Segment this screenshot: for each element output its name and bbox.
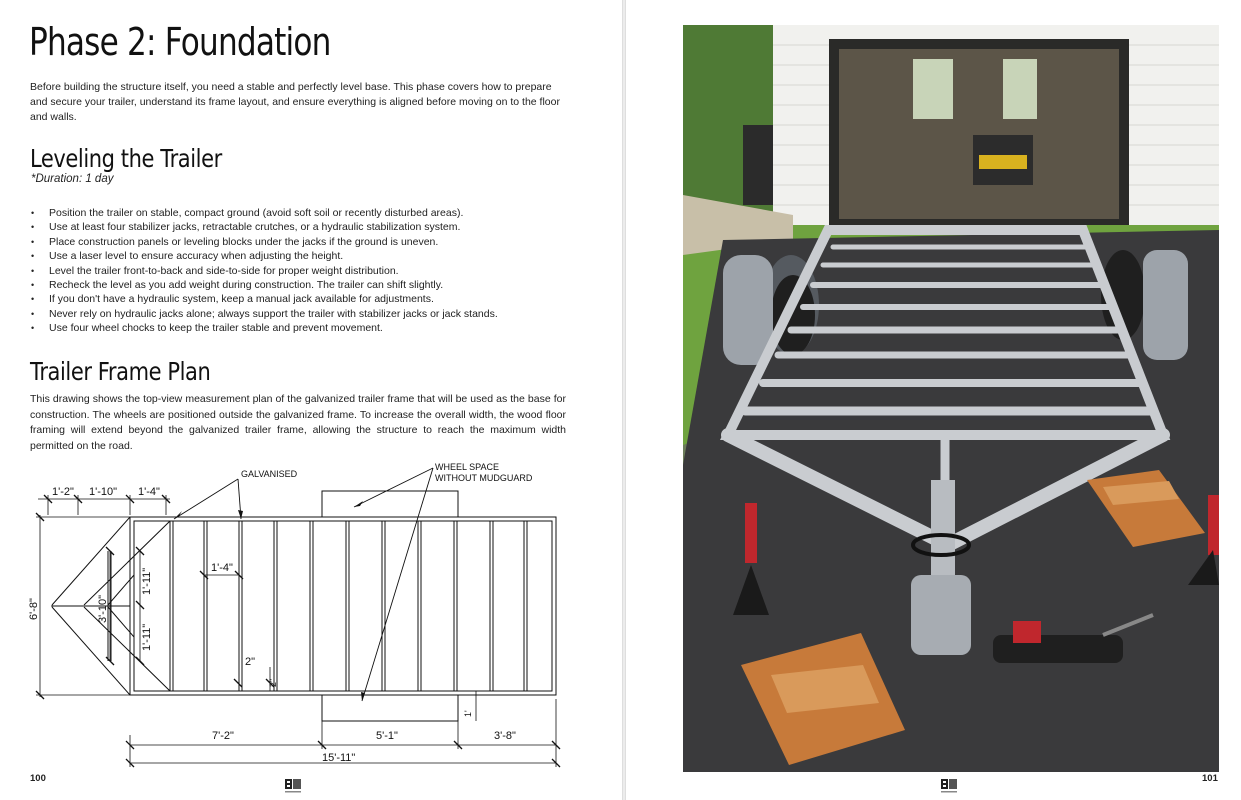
list-item: • Use a laser level to ensure accuracy when adjusting the height. (30, 249, 570, 263)
dim-label: 7'-2" (212, 730, 234, 742)
dim-label: 1'-4" (138, 486, 160, 498)
dim-label: 5'-1" (376, 730, 398, 742)
list-item: • Never rely on hydraulic jacks alone; always support the trailer with stabilizer jacks or jack stands. (30, 307, 570, 321)
frame-inner (134, 521, 552, 691)
section-heading-leveling: Leveling the Trailer (30, 144, 222, 173)
list-item: • Use four wheel chocks to keep the trailer stable and prevent movement. (30, 321, 570, 335)
list-item: • Recheck the level as you add weight during construction. The trailer can shift slightly. (30, 278, 570, 292)
list-item: • If you don't have a hydraulic system, keep a manual jack available for adjustments. (30, 292, 570, 306)
dimension-ticks (36, 495, 560, 767)
dim-label: 2" (268, 678, 278, 687)
dim-label: 6'-8" (28, 598, 40, 620)
trailer-tongue (52, 517, 170, 695)
dim-label: 1'-11" (141, 567, 153, 595)
section-heading-frame-plan: Trailer Frame Plan (30, 357, 211, 386)
leader-lines (174, 468, 433, 701)
wheel-space-top (322, 491, 458, 517)
dim-label: 3'-8" (494, 730, 516, 742)
frame-plan-paragraph: This drawing shows the top-view measurement plan of the galvanized trailer frame that will be used as the base for construction. The wheels are positioned outside the galvanized frame. To increase the overall width, the wood floor framing will extend beyond the galvanized trailer frame, allowing the structure to reach the maximum width permitted on the road. (30, 393, 566, 452)
right-page (626, 0, 1241, 800)
page-number-right: 101 (1202, 773, 1218, 784)
list-item: • Place construction panels or leveling blocks under the jacks if the ground is uneven. (30, 235, 570, 249)
list-item: • Use at least four stabilizer jacks, retractable crutches, or a hydraulic stabilization system. (30, 220, 570, 234)
label-galvanised: GALVANISED (241, 469, 298, 479)
trash-bin (743, 125, 773, 205)
list-item: • Level the trailer front-to-back and side-to-side for proper weight distribution. (30, 264, 570, 278)
dim-label: 1'-4" (211, 562, 233, 574)
wheel-space-bottom (322, 695, 458, 721)
dim-label: 2" (245, 656, 256, 668)
intro-paragraph: Before building the structure itself, you need a stable and perfectly level base. This phase covers how to prepare and secure your trailer, understand its frame layout, and ensure everything is aligned before moving on to the floor and walls. (30, 81, 560, 123)
floor-jack (993, 635, 1123, 663)
label-wheel-space: WHEEL SPACE (435, 462, 500, 472)
publisher-logo-icon (284, 778, 302, 794)
list-item: • Position the trailer on stable, compact ground (avoid soft soil or recently disturbed areas). (30, 206, 570, 220)
leveling-list (30, 206, 570, 336)
page-number-left: 100 (30, 773, 46, 784)
publisher-logo-icon (940, 778, 958, 794)
frame-outer (130, 517, 556, 695)
duration-note: *Duration: 1 day (31, 173, 114, 185)
dim-label: 1'-2" (52, 486, 74, 498)
dim-label: 15'-11" (322, 752, 356, 764)
page-title: Phase 2: Foundation (29, 20, 331, 64)
dim-label: 1' (463, 710, 473, 717)
trailer-photo-illustration (683, 25, 1219, 772)
dim-label: 3'-10" (97, 594, 109, 623)
trailer-frame-diagram (24, 455, 574, 770)
trailer-photo (683, 25, 1219, 772)
dim-label: 1'-11" (141, 623, 153, 651)
frame-joists (170, 521, 527, 691)
hitch-coupler (911, 575, 971, 655)
label-without-mudguard: WITHOUT MUDGUARD (435, 473, 533, 483)
dim-label: 1'-10" (89, 486, 118, 498)
